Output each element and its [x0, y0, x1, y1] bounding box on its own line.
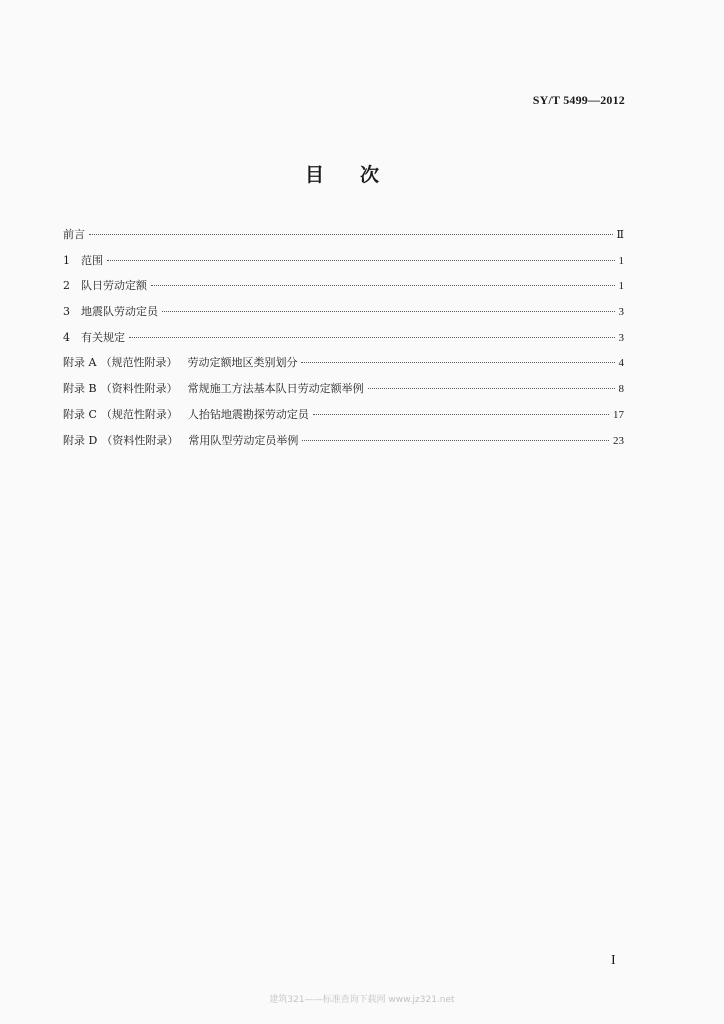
standard-code: SY/T 5499—2012: [532, 93, 625, 107]
toc-entry-staffing[interactable]: [63, 303, 624, 329]
toc-entry-label: 附录 C （规范性附录） 人抬钻地震勘探劳动定员: [63, 407, 309, 421]
toc-leader-dots: [89, 234, 613, 235]
toc-entry-page: 8: [618, 383, 624, 396]
toc-entry-label: 附录 D （资料性附录） 常用队型劳动定员举例: [63, 433, 299, 447]
toc-entry-page: 4: [618, 357, 624, 370]
toc-entry-appendix-d[interactable]: [63, 432, 624, 458]
toc-leader-dots: [368, 388, 615, 389]
toc-entry-appendix-c[interactable]: [63, 406, 624, 432]
toc-entry-page: Ⅱ: [616, 229, 624, 241]
toc-leader-dots: [129, 337, 615, 338]
toc-entry-page: 23: [613, 434, 624, 447]
toc-entry-label: 4 有关规定: [63, 330, 125, 344]
toc-entry-provisions[interactable]: [63, 329, 624, 355]
toc-entry-page: 3: [618, 331, 624, 344]
toc-leader-dots: [162, 311, 615, 312]
watermark-text: 建筑321——标准查询下载网 www.jz321.net: [269, 995, 455, 1005]
toc-entry-labor-quota[interactable]: [63, 277, 624, 303]
toc-entry-foreword[interactable]: [63, 226, 624, 252]
toc-entry-label: 1 范围: [63, 253, 103, 267]
toc-title-char-2: 次: [360, 164, 380, 186]
toc-entry-page: 3: [618, 306, 624, 319]
toc-entry-label: 2 队日劳动定额: [63, 279, 147, 293]
toc-entry-label: 附录 B （资料性附录） 常规施工方法基本队日劳动定额举例: [63, 382, 364, 396]
toc-leader-dots: [301, 362, 614, 363]
toc-entry-label: 附录 A （规范性附录） 劳动定额地区类别划分: [63, 356, 298, 370]
toc-entry-scope[interactable]: [63, 252, 624, 278]
toc-entry-page: 1: [618, 254, 624, 267]
toc-entry-page: 17: [613, 408, 624, 421]
toc-entry-label: 前言: [63, 228, 85, 241]
toc-title-char-1: 目: [305, 164, 325, 186]
toc-leader-dots: [151, 285, 615, 286]
toc-entry-page: 1: [618, 280, 624, 293]
toc-entry-appendix-a[interactable]: [63, 354, 624, 380]
toc-list: [63, 226, 624, 457]
toc-leader-dots: [302, 440, 609, 441]
toc-leader-dots: [107, 260, 615, 261]
toc-entry-label: 3 地震队劳动定员: [63, 305, 158, 319]
page-number: I: [611, 953, 616, 968]
toc-leader-dots: [313, 414, 609, 415]
toc-entry-appendix-b[interactable]: [63, 380, 624, 406]
